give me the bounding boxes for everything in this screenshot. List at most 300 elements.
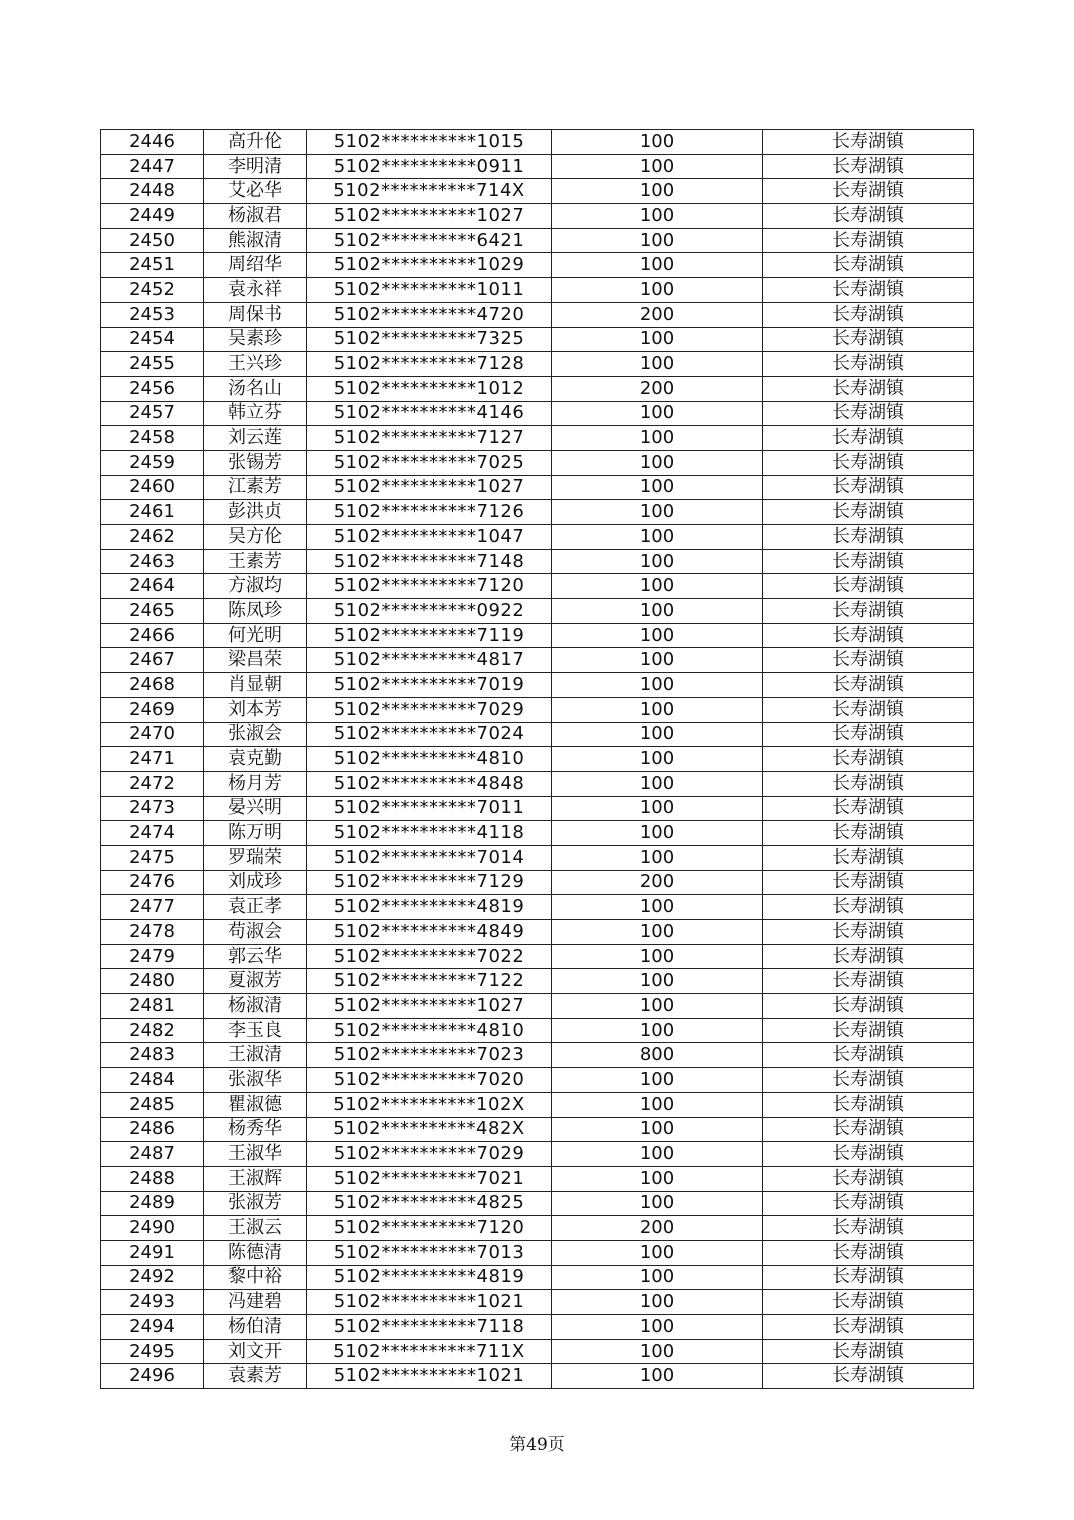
serial-number-cell: 2493 [101, 1290, 204, 1315]
name-cell: 刘成珍 [204, 870, 307, 895]
serial-number-cell: 2496 [101, 1364, 204, 1389]
name-cell: 张淑会 [204, 722, 307, 747]
name-cell: 韩立芬 [204, 401, 307, 426]
table-row [101, 821, 974, 846]
amount-cell: 100 [552, 130, 763, 155]
name-cell: 何光明 [204, 623, 307, 648]
amount-cell: 100 [552, 549, 763, 574]
serial-number-cell: 2486 [101, 1117, 204, 1142]
town-cell: 长寿湖镇 [763, 475, 974, 500]
serial-number-cell: 2469 [101, 697, 204, 722]
id-number-cell: 5102**********7025 [307, 450, 552, 475]
amount-cell: 100 [552, 697, 763, 722]
name-cell: 陈万明 [204, 821, 307, 846]
name-cell: 李玉良 [204, 1018, 307, 1043]
town-cell: 长寿湖镇 [763, 154, 974, 179]
amount-cell: 100 [552, 796, 763, 821]
amount-cell: 100 [552, 1117, 763, 1142]
town-cell: 长寿湖镇 [763, 944, 974, 969]
town-cell: 长寿湖镇 [763, 697, 974, 722]
town-cell: 长寿湖镇 [763, 771, 974, 796]
serial-number-cell: 2476 [101, 870, 204, 895]
id-number-cell: 5102**********4819 [307, 895, 552, 920]
town-cell: 长寿湖镇 [763, 352, 974, 377]
table-row [101, 747, 974, 772]
id-number-cell: 5102**********7118 [307, 1315, 552, 1340]
name-cell: 冯建碧 [204, 1290, 307, 1315]
name-cell: 陈德清 [204, 1240, 307, 1265]
id-number-cell: 5102**********4146 [307, 401, 552, 426]
amount-cell: 100 [552, 920, 763, 945]
table-row [101, 1290, 974, 1315]
name-cell: 杨秀华 [204, 1117, 307, 1142]
id-number-cell: 5102**********711X [307, 1339, 552, 1364]
table-row [101, 278, 974, 303]
id-number-cell: 5102**********7029 [307, 697, 552, 722]
town-cell: 长寿湖镇 [763, 1018, 974, 1043]
town-cell: 长寿湖镇 [763, 450, 974, 475]
table-row [101, 673, 974, 698]
name-cell: 梁昌荣 [204, 648, 307, 673]
town-cell: 长寿湖镇 [763, 1043, 974, 1068]
serial-number-cell: 2487 [101, 1142, 204, 1167]
roster-table-body [101, 130, 974, 1389]
serial-number-cell: 2479 [101, 944, 204, 969]
id-number-cell: 5102**********1029 [307, 253, 552, 278]
serial-number-cell: 2450 [101, 228, 204, 253]
town-cell: 长寿湖镇 [763, 747, 974, 772]
name-cell: 王兴珍 [204, 352, 307, 377]
town-cell: 长寿湖镇 [763, 1315, 974, 1340]
name-cell: 陈凤珍 [204, 599, 307, 624]
serial-number-cell: 2488 [101, 1166, 204, 1191]
table-row [101, 253, 974, 278]
amount-cell: 100 [552, 821, 763, 846]
town-cell: 长寿湖镇 [763, 648, 974, 673]
serial-number-cell: 2478 [101, 920, 204, 945]
id-number-cell: 5102**********4810 [307, 747, 552, 772]
town-cell: 长寿湖镇 [763, 1068, 974, 1093]
id-number-cell: 5102**********7011 [307, 796, 552, 821]
amount-cell: 100 [552, 1339, 763, 1364]
serial-number-cell: 2463 [101, 549, 204, 574]
town-cell: 长寿湖镇 [763, 1166, 974, 1191]
table-row [101, 1315, 974, 1340]
serial-number-cell: 2475 [101, 845, 204, 870]
table-row [101, 771, 974, 796]
serial-number-cell: 2480 [101, 969, 204, 994]
table-row [101, 845, 974, 870]
serial-number-cell: 2481 [101, 994, 204, 1019]
serial-number-cell: 2460 [101, 475, 204, 500]
table-row [101, 994, 974, 1019]
amount-cell: 100 [552, 1364, 763, 1389]
serial-number-cell: 2495 [101, 1339, 204, 1364]
name-cell: 张淑华 [204, 1068, 307, 1093]
town-cell: 长寿湖镇 [763, 1364, 974, 1389]
town-cell: 长寿湖镇 [763, 228, 974, 253]
amount-cell: 100 [552, 1290, 763, 1315]
id-number-cell: 5102**********1021 [307, 1290, 552, 1315]
name-cell: 黎中裕 [204, 1265, 307, 1290]
name-cell: 王淑辉 [204, 1166, 307, 1191]
town-cell: 长寿湖镇 [763, 574, 974, 599]
serial-number-cell: 2477 [101, 895, 204, 920]
table-row [101, 1166, 974, 1191]
id-number-cell: 5102**********1012 [307, 376, 552, 401]
id-number-cell: 5102**********7120 [307, 1216, 552, 1241]
table-row [101, 574, 974, 599]
table-row [101, 1265, 974, 1290]
table-row [101, 648, 974, 673]
table-row [101, 1142, 974, 1167]
id-number-cell: 5102**********102X [307, 1092, 552, 1117]
roster-table [100, 129, 974, 1389]
table-row [101, 179, 974, 204]
town-cell: 长寿湖镇 [763, 796, 974, 821]
amount-cell: 100 [552, 599, 763, 624]
id-number-cell: 5102**********7013 [307, 1240, 552, 1265]
amount-cell: 100 [552, 1142, 763, 1167]
name-cell: 彭洪贞 [204, 500, 307, 525]
id-number-cell: 5102**********7325 [307, 327, 552, 352]
serial-number-cell: 2459 [101, 450, 204, 475]
amount-cell: 100 [552, 401, 763, 426]
serial-number-cell: 2473 [101, 796, 204, 821]
serial-number-cell: 2491 [101, 1240, 204, 1265]
town-cell: 长寿湖镇 [763, 204, 974, 229]
name-cell: 瞿淑德 [204, 1092, 307, 1117]
town-cell: 长寿湖镇 [763, 1117, 974, 1142]
serial-number-cell: 2458 [101, 426, 204, 451]
amount-cell: 100 [552, 352, 763, 377]
table-row [101, 475, 974, 500]
table-row [101, 1364, 974, 1389]
town-cell: 长寿湖镇 [763, 500, 974, 525]
name-cell: 刘本芳 [204, 697, 307, 722]
table-row [101, 1018, 974, 1043]
table-row [101, 352, 974, 377]
id-number-cell: 5102**********482X [307, 1117, 552, 1142]
town-cell: 长寿湖镇 [763, 302, 974, 327]
id-number-cell: 5102**********1047 [307, 525, 552, 550]
name-cell: 夏淑芳 [204, 969, 307, 994]
table-row [101, 1240, 974, 1265]
amount-cell: 100 [552, 179, 763, 204]
name-cell: 刘云莲 [204, 426, 307, 451]
serial-number-cell: 2446 [101, 130, 204, 155]
town-cell: 长寿湖镇 [763, 969, 974, 994]
amount-cell: 100 [552, 1018, 763, 1043]
amount-cell: 100 [552, 623, 763, 648]
amount-cell: 800 [552, 1043, 763, 1068]
serial-number-cell: 2484 [101, 1068, 204, 1093]
table-row [101, 870, 974, 895]
id-number-cell: 5102**********1027 [307, 475, 552, 500]
town-cell: 长寿湖镇 [763, 920, 974, 945]
town-cell: 长寿湖镇 [763, 1265, 974, 1290]
serial-number-cell: 2449 [101, 204, 204, 229]
id-number-cell: 5102**********4819 [307, 1265, 552, 1290]
name-cell: 江素芳 [204, 475, 307, 500]
serial-number-cell: 2474 [101, 821, 204, 846]
amount-cell: 100 [552, 228, 763, 253]
id-number-cell: 5102**********7119 [307, 623, 552, 648]
serial-number-cell: 2455 [101, 352, 204, 377]
id-number-cell: 5102**********714X [307, 179, 552, 204]
name-cell: 王淑清 [204, 1043, 307, 1068]
table-row [101, 204, 974, 229]
table-row [101, 895, 974, 920]
id-number-cell: 5102**********4848 [307, 771, 552, 796]
id-number-cell: 5102**********4118 [307, 821, 552, 846]
town-cell: 长寿湖镇 [763, 599, 974, 624]
amount-cell: 100 [552, 204, 763, 229]
name-cell: 王淑华 [204, 1142, 307, 1167]
amount-cell: 100 [552, 525, 763, 550]
serial-number-cell: 2453 [101, 302, 204, 327]
serial-number-cell: 2462 [101, 525, 204, 550]
amount-cell: 100 [552, 574, 763, 599]
table-row [101, 697, 974, 722]
id-number-cell: 5102**********4720 [307, 302, 552, 327]
table-row [101, 796, 974, 821]
serial-number-cell: 2482 [101, 1018, 204, 1043]
amount-cell: 100 [552, 673, 763, 698]
name-cell: 杨淑清 [204, 994, 307, 1019]
table-row [101, 327, 974, 352]
amount-cell: 200 [552, 1216, 763, 1241]
table-row [101, 1117, 974, 1142]
table-row [101, 302, 974, 327]
town-cell: 长寿湖镇 [763, 821, 974, 846]
id-number-cell: 5102**********7127 [307, 426, 552, 451]
table-row [101, 549, 974, 574]
name-cell: 王素芳 [204, 549, 307, 574]
town-cell: 长寿湖镇 [763, 253, 974, 278]
table-row [101, 426, 974, 451]
name-cell: 袁素芳 [204, 1364, 307, 1389]
table-row [101, 599, 974, 624]
serial-number-cell: 2465 [101, 599, 204, 624]
town-cell: 长寿湖镇 [763, 525, 974, 550]
serial-number-cell: 2490 [101, 1216, 204, 1241]
id-number-cell: 5102**********7020 [307, 1068, 552, 1093]
serial-number-cell: 2489 [101, 1191, 204, 1216]
town-cell: 长寿湖镇 [763, 1142, 974, 1167]
town-cell: 长寿湖镇 [763, 278, 974, 303]
table-row [101, 450, 974, 475]
id-number-cell: 5102**********6421 [307, 228, 552, 253]
town-cell: 长寿湖镇 [763, 376, 974, 401]
page-number: 第49页 [509, 1435, 565, 1455]
town-cell: 长寿湖镇 [763, 1191, 974, 1216]
amount-cell: 100 [552, 747, 763, 772]
serial-number-cell: 2452 [101, 278, 204, 303]
id-number-cell: 5102**********0911 [307, 154, 552, 179]
serial-number-cell: 2483 [101, 1043, 204, 1068]
amount-cell: 100 [552, 1166, 763, 1191]
name-cell: 杨伯清 [204, 1315, 307, 1340]
name-cell: 刘文开 [204, 1339, 307, 1364]
name-cell: 王淑云 [204, 1216, 307, 1241]
amount-cell: 100 [552, 426, 763, 451]
amount-cell: 100 [552, 154, 763, 179]
table-row [101, 1339, 974, 1364]
id-number-cell: 5102**********7021 [307, 1166, 552, 1191]
town-cell: 长寿湖镇 [763, 1240, 974, 1265]
id-number-cell: 5102**********4810 [307, 1018, 552, 1043]
serial-number-cell: 2494 [101, 1315, 204, 1340]
id-number-cell: 5102**********7019 [307, 673, 552, 698]
id-number-cell: 5102**********7129 [307, 870, 552, 895]
table-row [101, 130, 974, 155]
serial-number-cell: 2466 [101, 623, 204, 648]
id-number-cell: 5102**********7029 [307, 1142, 552, 1167]
table-row [101, 525, 974, 550]
serial-number-cell: 2448 [101, 179, 204, 204]
name-cell: 艾必华 [204, 179, 307, 204]
amount-cell: 100 [552, 278, 763, 303]
amount-cell: 100 [552, 994, 763, 1019]
name-cell: 吴方伦 [204, 525, 307, 550]
id-number-cell: 5102**********7126 [307, 500, 552, 525]
amount-cell: 100 [552, 500, 763, 525]
town-cell: 长寿湖镇 [763, 623, 974, 648]
name-cell: 郭云华 [204, 944, 307, 969]
name-cell: 周保书 [204, 302, 307, 327]
town-cell: 长寿湖镇 [763, 845, 974, 870]
id-number-cell: 5102**********7148 [307, 549, 552, 574]
town-cell: 长寿湖镇 [763, 426, 974, 451]
table-row [101, 920, 974, 945]
table-row [101, 1043, 974, 1068]
serial-number-cell: 2457 [101, 401, 204, 426]
serial-number-cell: 2470 [101, 722, 204, 747]
amount-cell: 100 [552, 253, 763, 278]
amount-cell: 100 [552, 845, 763, 870]
serial-number-cell: 2447 [101, 154, 204, 179]
amount-cell: 100 [552, 1092, 763, 1117]
amount-cell: 100 [552, 969, 763, 994]
table-row [101, 623, 974, 648]
town-cell: 长寿湖镇 [763, 870, 974, 895]
name-cell: 高升伦 [204, 130, 307, 155]
amount-cell: 100 [552, 450, 763, 475]
town-cell: 长寿湖镇 [763, 130, 974, 155]
id-number-cell: 5102**********0922 [307, 599, 552, 624]
table-row [101, 1092, 974, 1117]
serial-number-cell: 2492 [101, 1265, 204, 1290]
name-cell: 肖显朝 [204, 673, 307, 698]
id-number-cell: 5102**********1027 [307, 204, 552, 229]
table-row [101, 969, 974, 994]
name-cell: 李明清 [204, 154, 307, 179]
id-number-cell: 5102**********7128 [307, 352, 552, 377]
table-row [101, 154, 974, 179]
amount-cell: 100 [552, 771, 763, 796]
name-cell: 苟淑会 [204, 920, 307, 945]
town-cell: 长寿湖镇 [763, 401, 974, 426]
name-cell: 周绍华 [204, 253, 307, 278]
town-cell: 长寿湖镇 [763, 1290, 974, 1315]
id-number-cell: 5102**********4825 [307, 1191, 552, 1216]
town-cell: 长寿湖镇 [763, 673, 974, 698]
id-number-cell: 5102**********7120 [307, 574, 552, 599]
town-cell: 长寿湖镇 [763, 1339, 974, 1364]
serial-number-cell: 2472 [101, 771, 204, 796]
id-number-cell: 5102**********7024 [307, 722, 552, 747]
name-cell: 袁克勤 [204, 747, 307, 772]
name-cell: 袁正孝 [204, 895, 307, 920]
name-cell: 罗瑞荣 [204, 845, 307, 870]
table-row [101, 1216, 974, 1241]
town-cell: 长寿湖镇 [763, 895, 974, 920]
table-row [101, 500, 974, 525]
name-cell: 张锡芳 [204, 450, 307, 475]
id-number-cell: 5102**********7022 [307, 944, 552, 969]
serial-number-cell: 2471 [101, 747, 204, 772]
name-cell: 杨月芳 [204, 771, 307, 796]
id-number-cell: 5102**********1027 [307, 994, 552, 1019]
serial-number-cell: 2485 [101, 1092, 204, 1117]
town-cell: 长寿湖镇 [763, 994, 974, 1019]
amount-cell: 100 [552, 648, 763, 673]
amount-cell: 100 [552, 1068, 763, 1093]
amount-cell: 100 [552, 944, 763, 969]
id-number-cell: 5102**********1011 [307, 278, 552, 303]
serial-number-cell: 2464 [101, 574, 204, 599]
amount-cell: 200 [552, 376, 763, 401]
town-cell: 长寿湖镇 [763, 179, 974, 204]
serial-number-cell: 2461 [101, 500, 204, 525]
table-row [101, 401, 974, 426]
serial-number-cell: 2468 [101, 673, 204, 698]
table-row [101, 1191, 974, 1216]
id-number-cell: 5102**********7023 [307, 1043, 552, 1068]
name-cell: 汤名山 [204, 376, 307, 401]
serial-number-cell: 2451 [101, 253, 204, 278]
id-number-cell: 5102**********7014 [307, 845, 552, 870]
id-number-cell: 5102**********4849 [307, 920, 552, 945]
amount-cell: 100 [552, 722, 763, 747]
name-cell: 杨淑君 [204, 204, 307, 229]
town-cell: 长寿湖镇 [763, 1216, 974, 1241]
serial-number-cell: 2456 [101, 376, 204, 401]
name-cell: 袁永祥 [204, 278, 307, 303]
amount-cell: 100 [552, 1265, 763, 1290]
table-row [101, 376, 974, 401]
table-row [101, 1068, 974, 1093]
town-cell: 长寿湖镇 [763, 549, 974, 574]
name-cell: 晏兴明 [204, 796, 307, 821]
id-number-cell: 5102**********1015 [307, 130, 552, 155]
serial-number-cell: 2454 [101, 327, 204, 352]
table-row [101, 944, 974, 969]
name-cell: 方淑均 [204, 574, 307, 599]
amount-cell: 200 [552, 302, 763, 327]
town-cell: 长寿湖镇 [763, 327, 974, 352]
amount-cell: 100 [552, 1315, 763, 1340]
name-cell: 张淑芳 [204, 1191, 307, 1216]
table-row [101, 722, 974, 747]
id-number-cell: 5102**********1021 [307, 1364, 552, 1389]
id-number-cell: 5102**********7122 [307, 969, 552, 994]
amount-cell: 100 [552, 1240, 763, 1265]
name-cell: 熊淑清 [204, 228, 307, 253]
amount-cell: 100 [552, 895, 763, 920]
id-number-cell: 5102**********4817 [307, 648, 552, 673]
